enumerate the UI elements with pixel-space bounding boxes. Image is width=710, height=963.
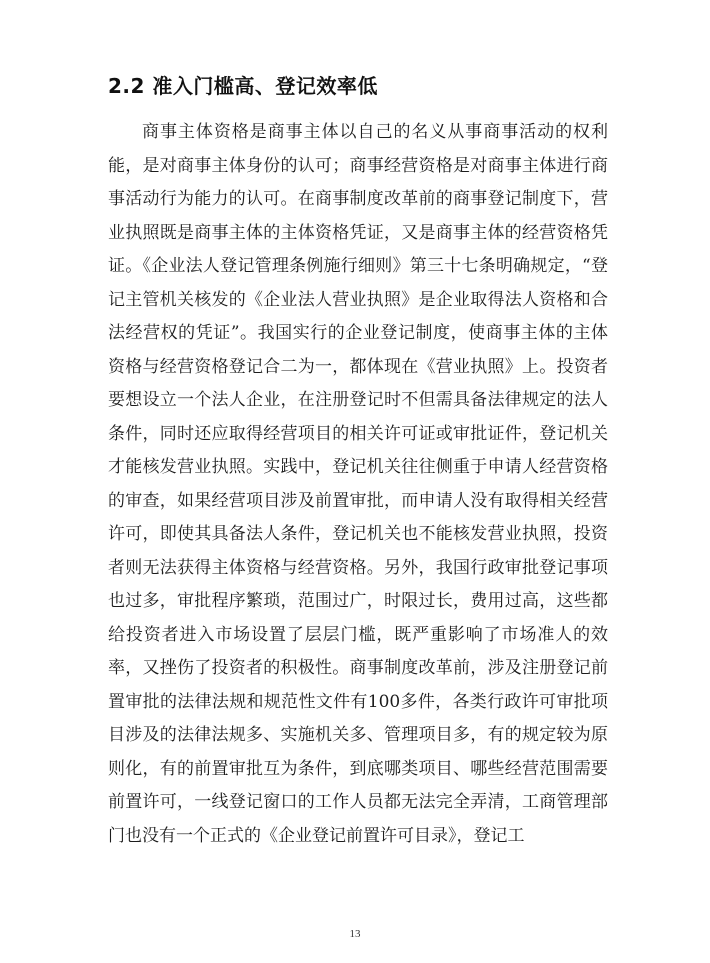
- section-heading: 2.2 准入门槛高、登记效率低: [108, 74, 378, 98]
- body-paragraph: 商事主体资格是商事主体以自己的名义从事商事活动的权利能，是对商事主体身份的认可；商事经营资格是对商事主体进行商事活动行为能力的认可。在商事制度改革前的商事登记制度下，营业执照既是商事主体的主体资格凭证，又是商事主体的经营资格凭证。《企业法人登记管理条例施行细则》第三十七条明确规定，“登记主管机关核发的《企业法人营业执照》是企业取得法人资格和合法经营权的凭证”。我国实行的企业登记制度，使商事主体的主体资格与经营资格登记合二为一，都体现在《营业执照》上。投资者要想设立一个法人企业，在注册登记时不但需具备法律规定的法人条件，同时还应取得经营项目的相关许可证或审批证件，登记机关才能核发营业执照。实践中，登记机关往往侧重于申请人经营资格的审查，如果经营项目涉及前置审批，而申请人没有取得相关经营许可，即使其具备法人条件，登记机关也不能核发营业执照，投资者则无法获得主体资格与经营资格。另外，我国行政审批登记事项也过多，审批程序繁琐，范围过广，时限过长，费用过高，这些都给投资者进入市场设置了层层门槛，既严重影响了市场准人的效率，又挫伤了投资者的积极性。商事制度改革前，涉及注册登记前置审批的法律法规和规范性文件有100多件，各类行政许可审批项目涉及的法律法规多、实施机关多、管理项目多，有的规定较为原则化，有的前置审批互为条件，到底哪类项目、哪些经营范围需要前置许可，一线登记窗口的工作人员都无法完全弄清，工商管理部门也没有一个正式的《企业登记前置许可目录》，登记工: [108, 122, 608, 846]
- page-number: 13: [349, 928, 361, 940]
